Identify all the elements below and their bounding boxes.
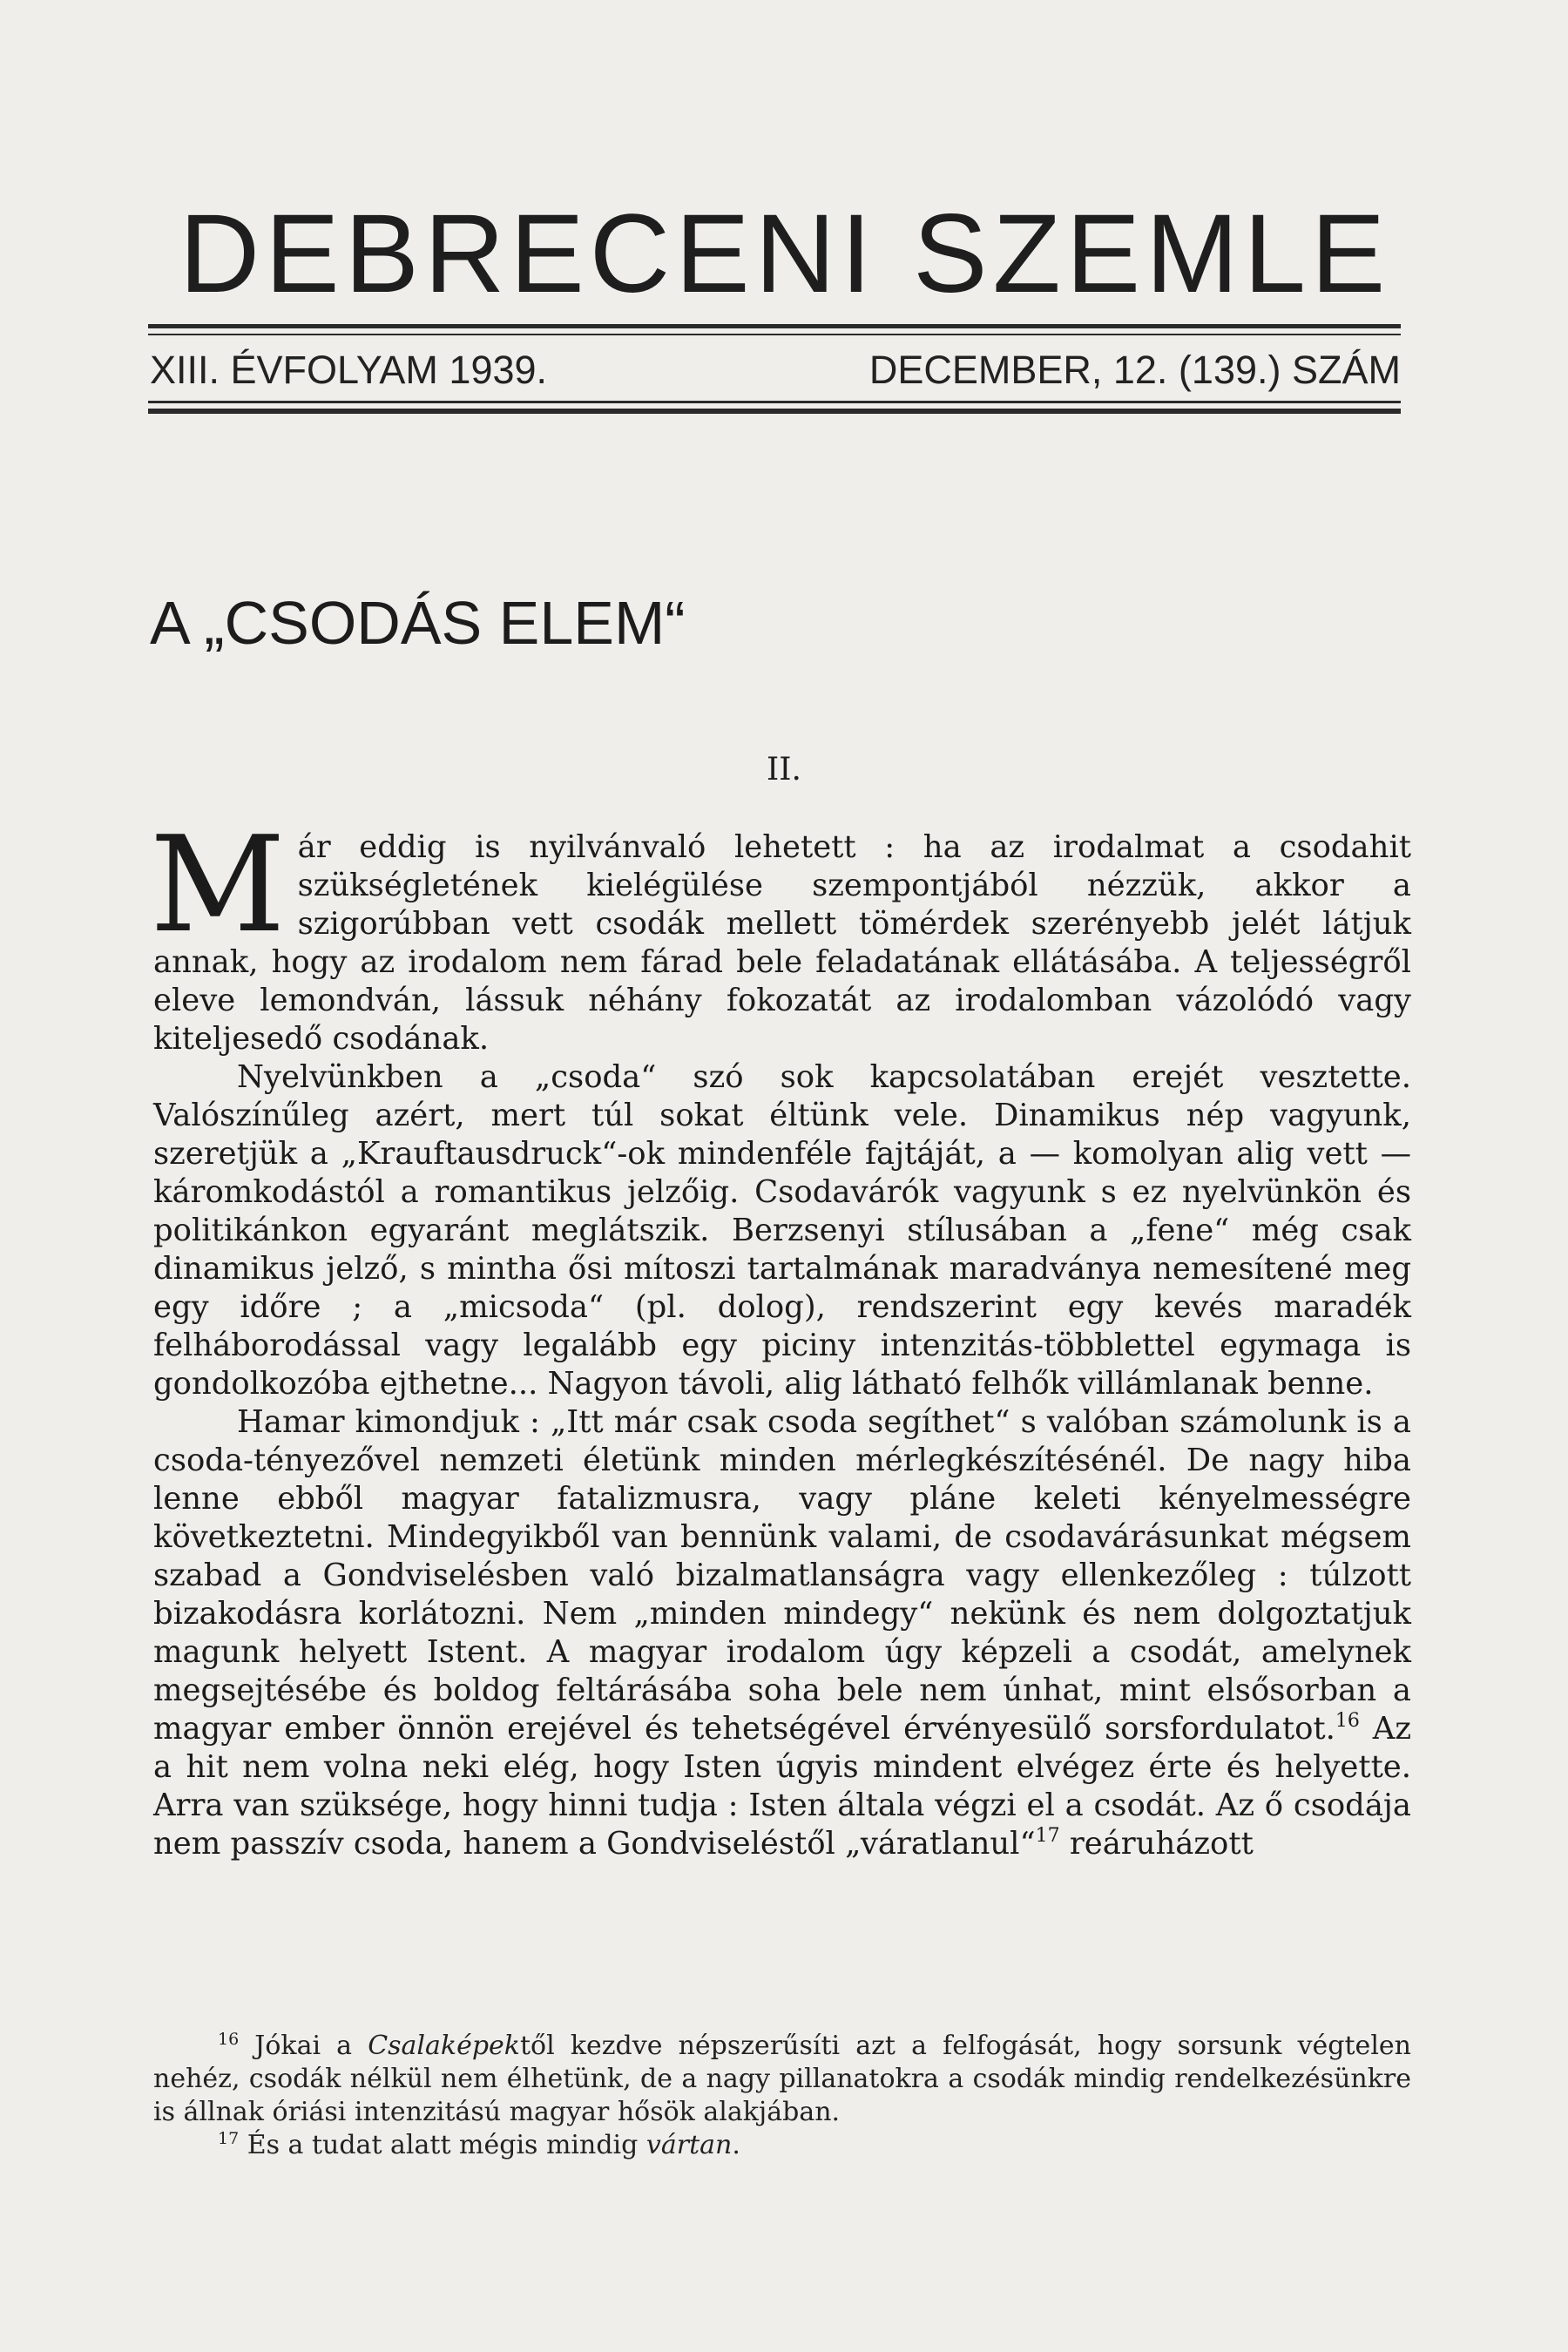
drop-cap: M <box>150 808 286 962</box>
footnote-16-text-a: Jókai a <box>239 2031 368 2061</box>
masthead-rule-top-thick <box>148 324 1401 328</box>
footnote-17 <box>153 2129 1411 2162</box>
issue-info <box>150 348 1401 392</box>
footnote-17-mark: 17 <box>218 2129 240 2148</box>
article-title: A „CSODÁS ELEM“ <box>150 589 686 657</box>
footnote-16 <box>153 2030 1411 2129</box>
journal-masthead: DEBRECENI SZEMLE <box>179 192 1391 316</box>
footnote-17-text-a: És a tudat alatt mégis mindig <box>239 2130 646 2160</box>
footnote-16-mark: 16 <box>218 2030 240 2049</box>
footnotes <box>153 2030 1411 2162</box>
paragraph-3-text-a: Hamar kimondjuk : „Itt már csak csoda segíthet“ s valóban számolunk is a csoda-tényezővel nemzeti életünk minden mérlegkészítésénél. De nagy hiba lenne ebből magyar fatalizmusra, vagy pláne keleti kényelmességre következtetni. Mindegyikből van bennünk valami, de csodavárásunkat mégsem szabad a Gondviselésben való bizalmatlanságra vagy ellenkezőleg : túlzott bizakodásra korlátozni. Nem „minden mindegy“ nekünk és nem dolgoztatjuk magunk helyett Istent. A magyar irodalom úgy képzeli a csodát, amelynek megsejtésébe és boldog feltárásába soha bele nem únhat, mint elsősorban a magyar ember önnön erejével és tehetségével érvényesülő sorsfordulatot. <box>153 1404 1411 1747</box>
masthead-rule-bottom-thick <box>148 409 1401 414</box>
paragraph-3-text-c: reáruházott <box>1059 1826 1254 1862</box>
paragraph-1 <box>150 808 1411 1058</box>
paragraph-1-text: ár eddig is nyilvánvaló lehetett : ha az irodalmat a csodahit szükségletének kielégülése szempontjából nézzük, akkor a szigorúbban vett csodák mellett tömérdek szerényebb jelét látjuk annak, hogy az irodalom nem fárad bele feladatának ellátásába. A teljességről eleve lemondván, lássuk néhány fokozatát az irodalomban vázolódó vagy kiteljesedő csodának. <box>153 829 1411 1057</box>
volume-label: XIII. ÉVFOLYAM 1939. <box>150 348 548 392</box>
masthead-rule-top-thin <box>148 334 1401 335</box>
footnote-16-italic: Csalaképek <box>368 2031 520 2061</box>
issue-label: DECEMBER, 12. (139.) SZÁM <box>868 348 1401 392</box>
footnote-16-text-b: től kezdve népszerűsíti azt a felfogását, hogy sorsunk végtelen nehéz, csodák nélkül nem élhetünk, de a nagy pillanatokra a csodák mindig rendelkezésünkre is állnak óriási intenzitású magyar hősök alakjában. <box>153 2031 1411 2127</box>
paragraph-2: Nyelvünkben a „csoda“ szó sok kapcsolatában erejét vesztette. Valószínűleg azért, mert túl sokat éltünk vele. Dinamikus nép vagyunk, szeretjük a „Krauftausdruck“-ok mindenféle fajtáját, a — komolyan alig vett — káromkodástól a romantikus jelzőig. Csodavárók vagyunk s ez nyelvünkön és politikánkon egyaránt meglátszik. Berzsenyi stílusában a „fene“ még csak dinamikus jelző, s mintha ősi mítoszi tartalmának maradványa nemesítené meg egy időre ; a „micsoda“ (pl. dolog), rendszerint egy kevés maradék felháborodással vagy legalább egy piciny intenzitás-többlettel egymaga is gondolkozóba ejthetne... Nagyon távoli, alig látható felhők villámlanak benne. <box>153 1059 1411 1402</box>
paragraph-3-text-b: Az a hit nem volna neki elég, hogy Isten úgyis mindent elvégez érte és helyette. Arra van szüksége, hogy hinni tudja : Isten általa végzi el a csodát. Az ő csodája nem passzív csoda, hanem a Gondviseléstől „váratlanul“ <box>153 1711 1411 1862</box>
footnote-ref-17[interactable]: 17 <box>1035 1825 1060 1847</box>
paragraph-3 <box>153 1403 1411 1863</box>
footnote-ref-16[interactable]: 16 <box>1335 1710 1360 1732</box>
article-body <box>150 808 1411 1863</box>
footnote-17-text-b: . <box>732 2130 740 2160</box>
masthead-rule-bottom-thin <box>148 401 1401 403</box>
footnote-17-italic: vártan <box>645 2130 733 2160</box>
article-part-number: II. <box>767 752 801 787</box>
